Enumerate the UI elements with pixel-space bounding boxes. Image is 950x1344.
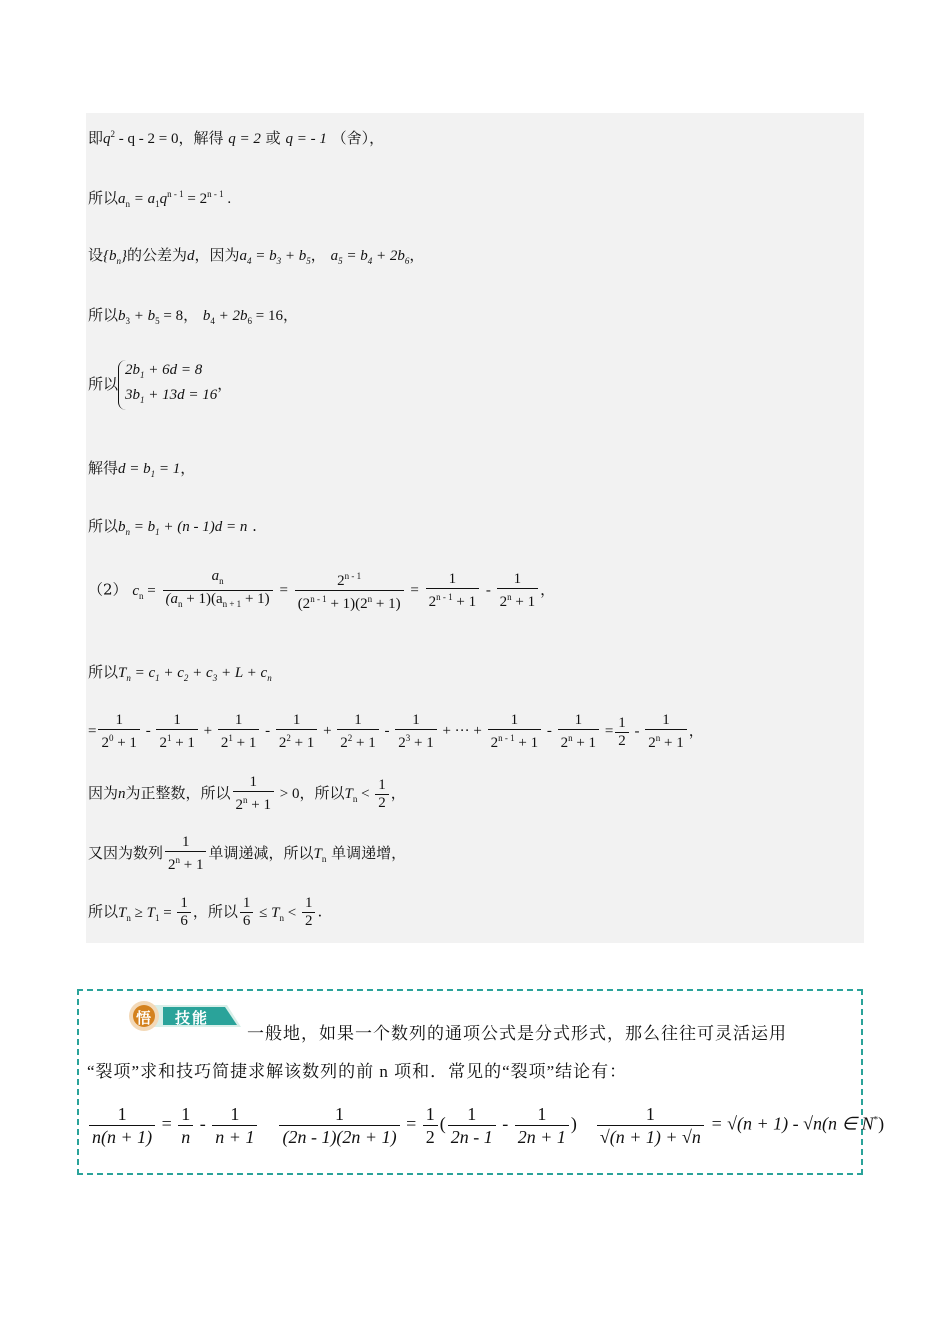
fraction: $\frac{1}{2n - 1}$ [448, 1103, 496, 1148]
solution-line-4: 所以$b_3 + b_5 = 8$， $b_4 + 2b_6 = 16$， [88, 306, 299, 326]
term-fraction: $\frac{1}{2^2 + 1}$ [337, 712, 378, 752]
fraction: $\frac{1}{2}$ [302, 895, 316, 930]
fraction: $\frac{1}{2}$ [423, 1103, 438, 1148]
term-sign: - [380, 723, 394, 740]
solution-line-2: 所以$a_n = a_1q^{n - 1} = 2^{n - 1}$ . [88, 189, 232, 209]
term-fraction: $\frac{1}{2^1 + 1}$ [218, 712, 259, 752]
term-fraction: $\frac{1}{2^{n - 1} + 1}$ [488, 712, 541, 752]
term-fraction: $\frac{1}{2^3 + 1}$ [395, 712, 436, 752]
fraction: $\frac{1}{2^n + 1}$ [497, 571, 538, 611]
fraction: $\frac{2^{n - 1}}{(2^{n - 1} + 1)(2^n + 1)}$ [295, 568, 404, 613]
solution-line-12: 又因为数列 $\frac{1}{2^n + 1}$ 单调递减，所以$T_n$ 单调递增， [88, 834, 407, 873]
fraction: $\frac{1}{6}$ [177, 895, 191, 930]
tip-text-line-1: 一般地，如果一个数列的通项公式是分式形式，那么往往可灵活运用 [247, 1024, 787, 1043]
fraction: $\frac{1}{2^n + 1}$ [165, 834, 206, 874]
term-fraction: $\frac{1}{2^2 + 1}$ [276, 712, 317, 752]
tip-text-line-2: “裂项”求和技巧简捷求解该数列的前 n 项和．常见的“裂项”结论有： [87, 1062, 628, 1081]
fraction: $\frac{1}{(2n - 1)(2n + 1)}$ [279, 1103, 399, 1148]
term-sign: + [319, 723, 336, 740]
solution-line-6: 解得$d = b_1 = 1$， [88, 459, 196, 479]
term-fraction: $\frac{1}{2^0 + 1}$ [98, 712, 139, 752]
solution-line-7: 所以$b_n = b_1 + (n - 1)d = n$ . [88, 517, 257, 537]
fraction: $\frac{1}{2^n + 1}$ [233, 774, 274, 814]
fraction: $\frac{1}{n}$ [178, 1103, 193, 1148]
solution-line-11: 因为n为正整数，所以 $\frac{1}{2^n + 1}$ > 0，所以$T_n$ < $\frac{1}{2}$ ， [88, 774, 406, 813]
badge-char: 悟 [136, 1009, 152, 1027]
fraction: $\frac{1}{n(n + 1)}$ [89, 1103, 155, 1148]
term-sign: + [199, 723, 216, 740]
badge-label: 技能 [175, 1009, 210, 1027]
solution-line-10: = $\frac{1}{2^0 + 1}$ - $\frac{1}{2^1 + 1}$ + $\frac{1}{2^1 + 1}$ - $\frac{1}{2^2 + 1}$ + $\frac{1}{2^2 + 1}$ - $\frac{1}{2^3 + 1}$ + ··· + $\frac{1}{2^{n - 1} + 1}$ - $\frac{1}{2^n + 1}$ = $\frac{1}{2}$ - $\frac{1}{2^n + 1}$ ， [88, 712, 704, 751]
fraction: $\frac{1}{6}$ [240, 895, 254, 930]
term-fraction: $\frac{1}{2^n + 1}$ [558, 712, 599, 752]
solution-line-9: 所以$T_n = c_1 + c_2 + c_3 + L + c_n$ [88, 663, 272, 683]
solution-line-3: 设$\{b_n\}$的公差为d，因为$a_4 = b_3 + b_5$， $a_5 = b_4 + 2b_6$， [88, 246, 425, 266]
term-sign: + ··· + [438, 723, 486, 740]
solution-line-13: 所以$T_n \ge T_1$ = $\frac{1}{6}$ ，所以 $\frac{1}{6}$ ≤ $T_n$ < $\frac{1}{2}$ . [88, 895, 323, 929]
fraction: $\frac{1}{√(n + 1) + √n}$ [597, 1103, 704, 1148]
term-fraction: $\frac{1}{2^1 + 1}$ [156, 712, 197, 752]
fraction: $\frac{1}{2n + 1}$ [515, 1103, 569, 1148]
skill-badge [127, 999, 247, 1033]
term-sign: - [261, 723, 274, 740]
fraction: $\frac{1}{2}$ [615, 715, 629, 750]
fraction: $\frac{1}{n + 1}$ [212, 1103, 257, 1148]
fraction: $\frac{1}{2^n + 1}$ [645, 712, 686, 752]
skill-tip-box [77, 989, 885, 1175]
fraction: $\frac{a_n}{(a_n + 1)(a_{n + 1} + 1)}$ [163, 568, 273, 613]
fraction: $\frac{1}{2^{n - 1} + 1}$ [426, 571, 479, 611]
splitting-formulas: $\frac{1}{n(n + 1)}$ = $\frac{1}{n}$ - $\frac{1}{n + 1}$ $\frac{1}{(2n - 1)(2n + 1)}$ = $\frac{1}{2}$ ( $\frac{1}{2n - 1}$ - $\frac{1}{2n + 1}$ ) $\frac{1}{√(n + 1) + √n}$ = √(n + 1) - √n(n ∈ N*) [87, 1103, 884, 1148]
solution-line-1: 即$q^2 - q - 2 = 0$，解得 q = 2 或 q = - 1 （舍）， [88, 129, 385, 147]
equation-system: $2b_1 + 6d = 8$ $3b_1 + 13d = 16$ [118, 360, 217, 410]
solution-line-5: 所以 $2b_1 + 6d = 8$ $3b_1 + 13d = 16$ ， [88, 360, 232, 410]
solution-line-8: （2） $c_n$ = $\frac{a_n}{(a_n + 1)(a_{n + 1} + 1)}$ = $\frac{2^{n - 1}}{(2^{n - 1} + 1)(2^n + 1)}$ = $\frac{1}{2^{n - 1} + 1}$ - $\frac{1}{2^n + 1}$ ， [88, 568, 556, 612]
fraction: $\frac{1}{2}$ [375, 777, 389, 812]
term-sign: - [141, 723, 155, 740]
term-sign: - [543, 723, 556, 740]
